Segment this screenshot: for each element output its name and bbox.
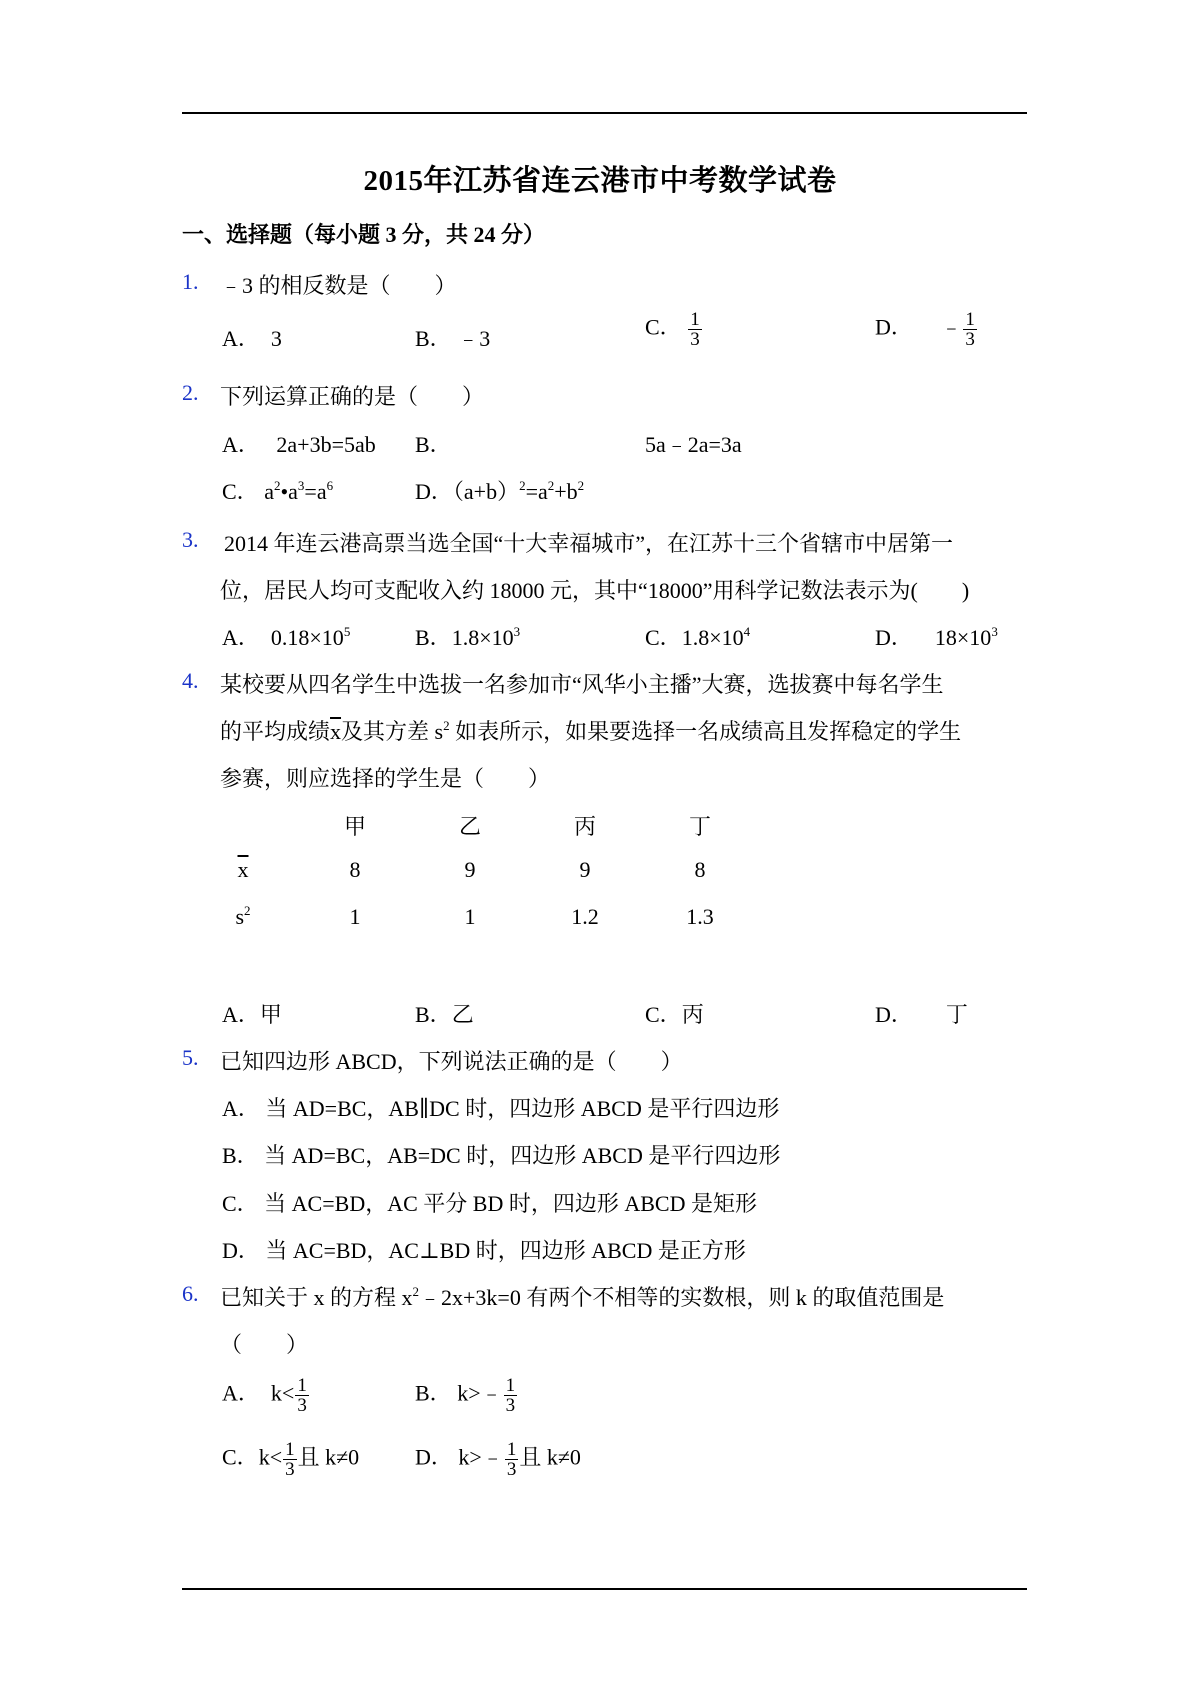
option-b <box>415 322 490 353</box>
question-number: 1. <box>182 269 199 294</box>
question-stem-line-1: 已知关于 x 的方程 $x^2﹣2x+3k=0$ 有两个不相等的实数根，则 k 的取值范围是 <box>220 1284 945 1310</box>
bottom-rule <box>182 1588 1027 1590</box>
top-rule <box>182 112 1027 114</box>
option-label: B． <box>415 326 452 351</box>
fraction: $\frac{1}{3}$ <box>965 309 975 350</box>
table-header: 丙 <box>573 814 596 839</box>
table-cell: 1.3 <box>686 904 714 929</box>
table-header: 乙 <box>458 814 481 839</box>
table-header: 甲 <box>343 814 366 839</box>
option-label: C． <box>222 479 259 504</box>
option-label: D． <box>875 625 913 650</box>
option-label: D． <box>875 314 913 340</box>
option-c: C． 当 AC=BD，AC 平分 BD 时，四边形 ABCD 是矩形 <box>222 1191 757 1216</box>
option-d: D．$(a+b)^2=a^2+b^2$ <box>415 478 585 504</box>
question-stem-line-2: 的平均成绩$\overline{x}$及其方差 $s^2$ 如表所示，如果要选择一名成绩高且发挥稳定的学生 <box>220 718 962 744</box>
option-text: ﹣3 <box>457 326 491 351</box>
option-d: D． 丁 <box>875 1002 968 1027</box>
option-label: C． <box>645 1002 682 1027</box>
option-a: A． 当 AD=BC，AB∥DC 时，四边形 ABCD 是平行四边形 <box>222 1096 780 1121</box>
option-label: A． <box>222 1002 260 1027</box>
option-a <box>222 322 282 353</box>
option-b: B．$1.8\times 10^3$ <box>415 624 521 650</box>
option-label: B． <box>415 1002 452 1027</box>
option-b: B． 当 AD=BC，AB=DC 时，四边形 ABCD 是平行四边形 <box>222 1143 781 1168</box>
question-number: 6. <box>182 1281 199 1306</box>
table-row-label-mean: $\overline{x}$ <box>237 857 249 882</box>
question-stem-line-1: 2014 年连云港高票当选全国“十大幸福城市”，在江苏十三个省辖市中居第一 <box>224 531 954 556</box>
option-a: A． $0.18\times 10^5$ <box>222 624 351 650</box>
fraction: $\frac{1}{3}$ <box>505 1375 516 1416</box>
option-label: D． <box>415 1444 453 1470</box>
option-label: A． <box>222 432 260 457</box>
option-text: 2a+3b=5ab <box>276 432 376 457</box>
option-d: D． ﹣ $\frac{1}{3}$ <box>875 309 975 350</box>
option-b-text: 5a﹣2a=3a <box>645 432 742 457</box>
option-d: D． $18\times 10^3$ <box>875 624 998 650</box>
fraction: $\frac{1}{3}$ <box>690 309 700 350</box>
option-label: C． <box>645 314 682 340</box>
option-label: D． <box>415 479 453 504</box>
option-label: D． <box>875 1002 913 1027</box>
fraction: $\frac{1}{3}$ <box>285 1439 295 1480</box>
question-number: 3. <box>182 527 199 552</box>
table-cell: 9 <box>464 857 476 882</box>
question-stem: 已知四边形 ABCD，下列说法正确的是（ ） <box>220 1049 683 1074</box>
option-c <box>645 310 703 349</box>
option-a <box>222 428 376 459</box>
option-label: A． <box>222 1380 260 1406</box>
option-label: B． <box>415 1380 452 1406</box>
option-d: D． k>﹣ $\frac{1}{3}$ 且 k≠0 <box>415 1439 581 1480</box>
question-number: 2. <box>182 380 199 405</box>
table-cell: 1 <box>349 904 361 929</box>
option-d: D． 当 AC=BD，AC⊥BD 时，四边形 ABCD 是正方形 <box>222 1238 746 1263</box>
question-stem-line-3: 参赛，则应选择的学生是（ ） <box>220 766 551 791</box>
table-cell: 8 <box>694 857 706 882</box>
question-stem-line-2: （ ） <box>220 1332 309 1357</box>
option-label: B． <box>415 625 452 650</box>
option-a: A．甲 <box>222 1002 282 1027</box>
table-cell: 9 <box>579 857 591 882</box>
option-label: C． <box>222 1444 259 1470</box>
question-stem-line-2: 位，居民人均可支配收入约 18000 元，其中“18000”用科学记数法表示为( ) <box>220 578 970 603</box>
option-c: C． $a^2•a^3=a^6$ <box>222 478 334 504</box>
option-text: 3 <box>270 326 282 351</box>
table-cell: 1 <box>464 904 476 929</box>
section-heading: 一、选择题（每小题 3 分，共 24 分） <box>182 222 546 247</box>
option-c: C．丙 <box>645 1002 704 1027</box>
option-c: C．$1.8\times 10^4$ <box>645 624 751 650</box>
option-c: C．k< $\frac{1}{3}$ 且 k≠0 <box>222 1439 360 1480</box>
option-label: A． <box>222 625 260 650</box>
question-number: 4. <box>182 668 199 693</box>
table-cell: 1.2 <box>571 904 599 929</box>
option-b: B． k>﹣ $\frac{1}{3}$ <box>415 1375 516 1416</box>
table-cell: 8 <box>349 857 361 882</box>
option-label: A． <box>222 326 260 351</box>
table-header: 丁 <box>688 814 711 839</box>
mean-symbol: $\overline{x}$ <box>330 719 342 744</box>
question-stem: 下列运算正确的是（ ） <box>220 384 485 409</box>
question-stem: ﹣3 的相反数是（ ） <box>220 273 457 298</box>
option-a: A． k< $\frac{1}{3}$ <box>222 1375 307 1416</box>
option-b: B．乙 <box>415 1002 474 1027</box>
question-number: 5. <box>182 1045 199 1070</box>
option-b-label: B． <box>415 432 452 457</box>
fraction: $\frac{1}{3}$ <box>297 1375 307 1416</box>
table-row-label-variance: $s^2$ <box>235 903 251 929</box>
page-title: 2015年江苏省连云港市中考数学试卷 <box>363 165 837 197</box>
option-label: C． <box>645 625 682 650</box>
fraction: $\frac{1}{3}$ <box>506 1439 517 1480</box>
question-stem-line-1: 某校要从四名学生中选拔一名参加市“风华小主播”大赛，选拔赛中每名学生 <box>220 672 944 697</box>
